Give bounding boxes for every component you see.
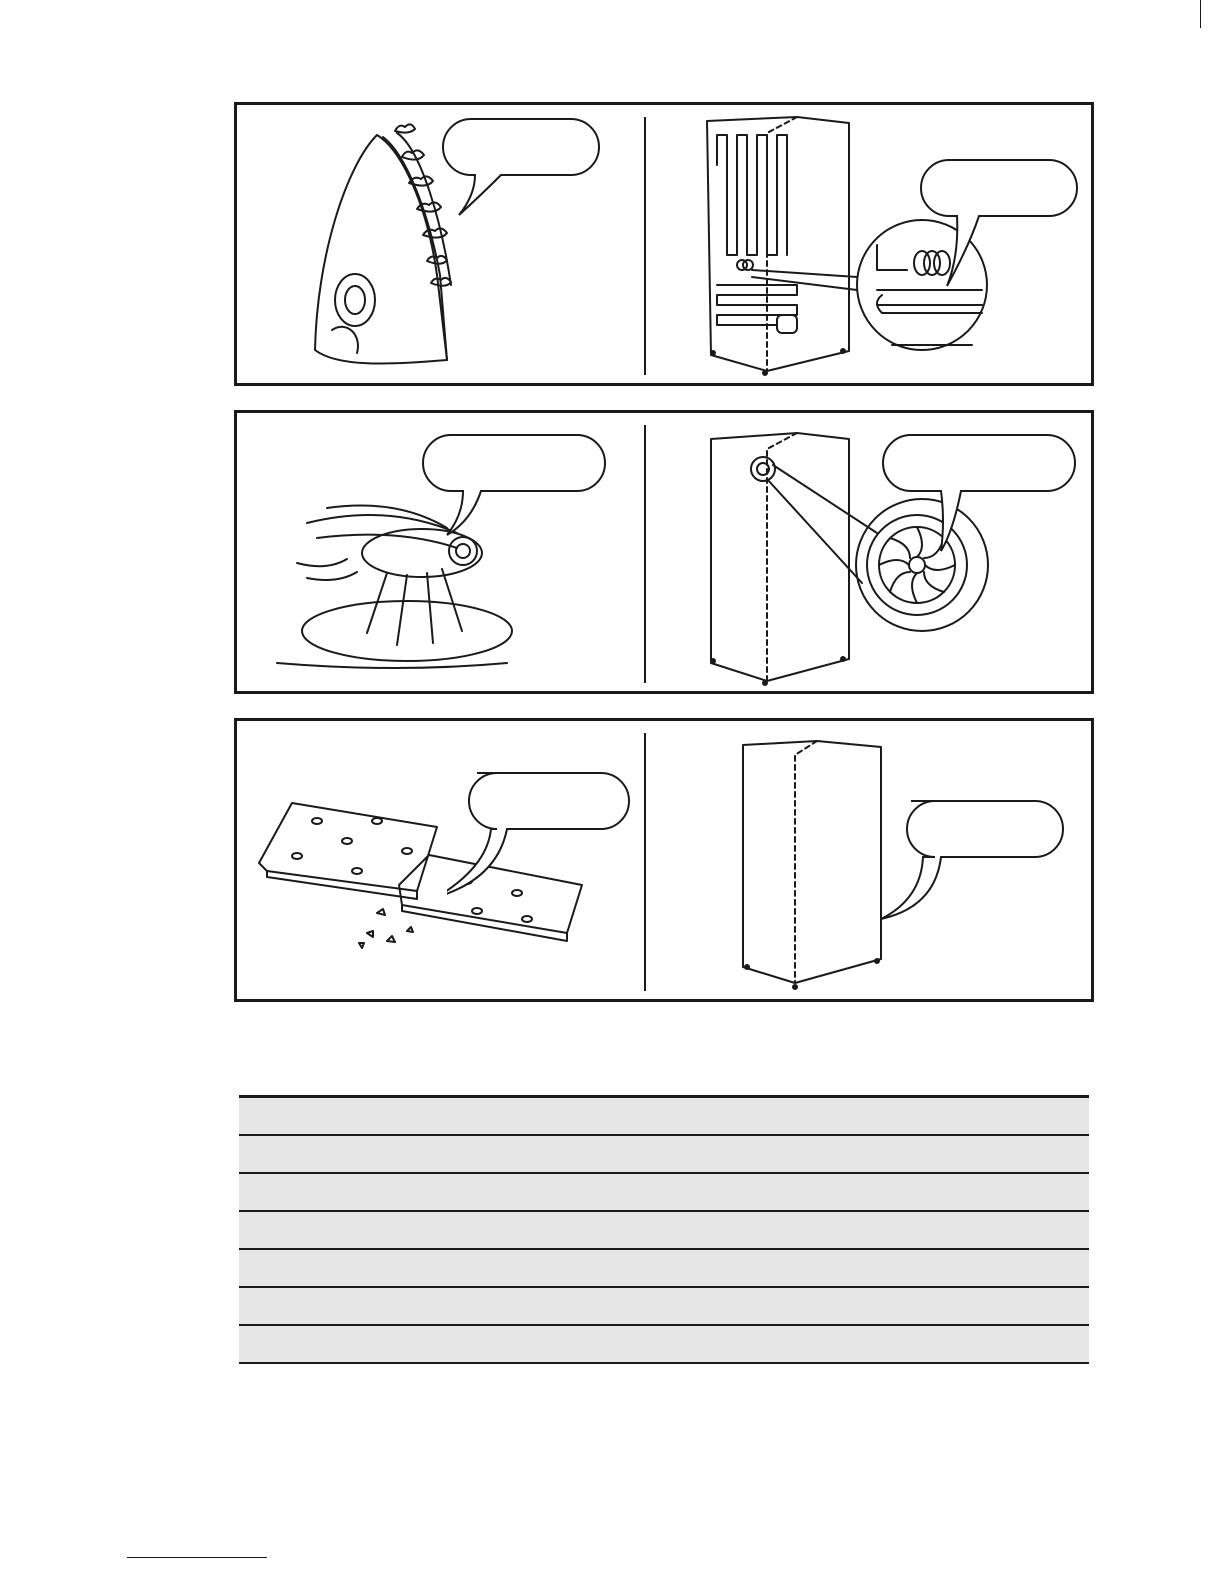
illustration-panel-2	[234, 410, 1094, 694]
speech-bubble	[925, 160, 1065, 218]
table-row	[239, 1287, 1089, 1325]
table-row	[239, 1249, 1089, 1287]
table-cell	[239, 1249, 664, 1287]
table-row	[239, 1211, 1089, 1249]
steam-iron-icon	[315, 124, 451, 363]
panel-divider	[644, 733, 646, 991]
table-cell	[664, 1249, 1089, 1287]
footer-rule	[127, 1557, 267, 1558]
page-edge-line	[1200, 0, 1201, 28]
illustration-panel-3	[234, 718, 1094, 1002]
illustration-panel-1	[234, 102, 1094, 386]
refrigerator-cabinet-icon	[743, 741, 881, 989]
table-cell	[239, 1173, 664, 1211]
table-cell	[664, 1097, 1089, 1135]
panel-divider	[644, 425, 646, 683]
table-row	[239, 1173, 1089, 1211]
speech-bubble	[427, 435, 597, 493]
data-table	[239, 1095, 1089, 1364]
speech-bubble	[887, 801, 1055, 859]
speech-bubble	[887, 435, 1067, 493]
table-cell	[664, 1135, 1089, 1173]
table-row	[239, 1135, 1089, 1173]
table-cell	[239, 1097, 664, 1135]
table-row	[239, 1325, 1089, 1363]
table-cell	[239, 1135, 664, 1173]
panel-divider	[644, 117, 646, 375]
speech-bubble	[453, 773, 621, 831]
table-cell	[664, 1325, 1089, 1363]
table-cell	[239, 1325, 664, 1363]
speech-bubble	[447, 119, 591, 177]
table-cell	[664, 1173, 1089, 1211]
table-cell	[239, 1287, 664, 1325]
table-cell	[239, 1211, 664, 1249]
table-cell	[664, 1287, 1089, 1325]
table-row	[239, 1097, 1089, 1135]
table-cell	[664, 1211, 1089, 1249]
